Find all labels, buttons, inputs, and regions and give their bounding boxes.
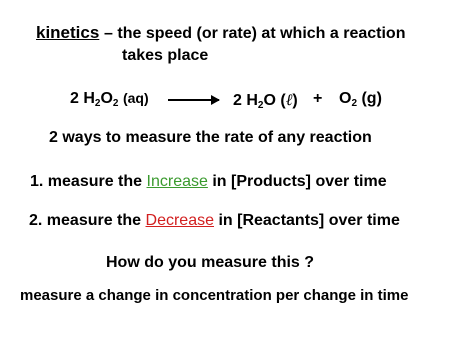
title-line-1 [36, 23, 405, 43]
increase-keyword: Increase [146, 173, 208, 190]
answer: measure a change in concentration per change in time [20, 287, 409, 304]
question: How do you measure this ? [106, 254, 315, 271]
equation-reactant: 2 $H_2O_2$ (aq) [70, 90, 149, 109]
ways-heading: 2 ways to measure the rate of any reaction [49, 129, 372, 146]
title-line-2: takes place [122, 47, 209, 64]
equation-plus: + [313, 90, 323, 107]
title-keyword: kinetics [36, 23, 100, 42]
title-definition: – the speed (or rate) at which a reaction [104, 25, 406, 42]
equation-product-oxygen: $O_2$ (g) [339, 90, 382, 109]
method-2: 2. measure the Decrease in [Reactants] over time [29, 212, 400, 229]
reaction-arrow-icon [168, 99, 219, 101]
equation-product-water: 2 $H_2O$ (ℓ) [233, 90, 298, 111]
method-1: 1. measure the Increase in [Products] over time [30, 173, 387, 190]
decrease-keyword: Decrease [145, 212, 214, 229]
